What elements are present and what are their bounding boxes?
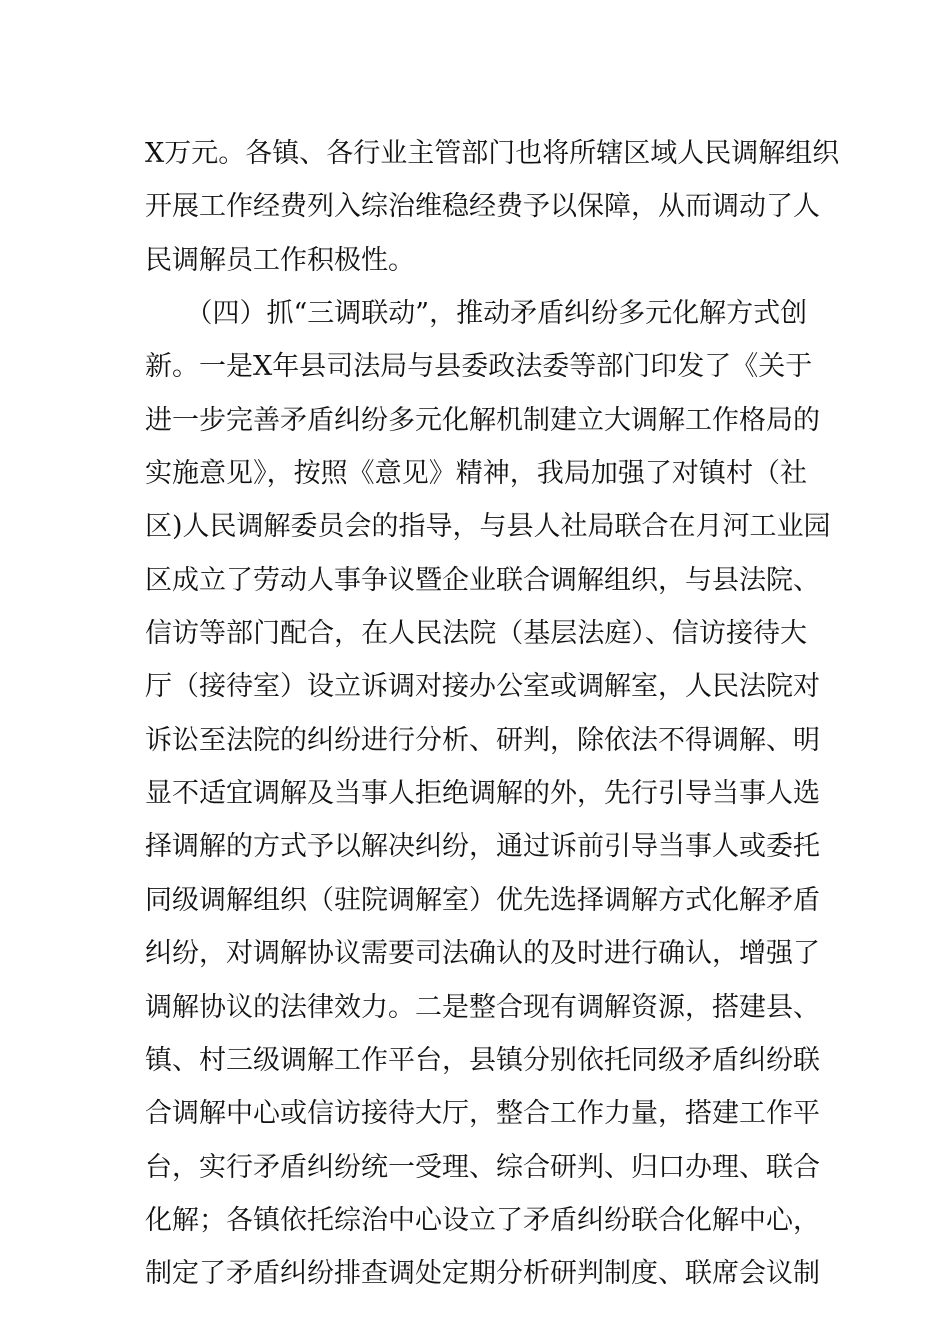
text-line: 区成立了劳动人事争议暨企业联合调解组织，与县法院、 bbox=[145, 564, 820, 596]
text-line: 诉讼至法院的纠纷进行分析、研判，除依法不得调解、明 bbox=[145, 724, 820, 756]
text-line: 厅（接待室）设立诉调对接办公室或调解室，人民法院对 bbox=[145, 671, 820, 703]
text-line: 制定了矛盾纠纷排查调处定期分析研判制度、联席会议制 bbox=[145, 1258, 820, 1290]
body-text bbox=[145, 127, 840, 1301]
text-line: 民调解员工作积极性。 bbox=[145, 244, 415, 276]
section-heading-line: （四）抓“三调联动”，推动矛盾纠纷多元化解方式创 bbox=[145, 298, 808, 330]
text-line: 台，实行矛盾纠纷统一受理、综合研判、归口办理、联合 bbox=[145, 1151, 820, 1183]
text-line: 化解；各镇依托综治中心设立了矛盾纠纷联合化解中心， bbox=[145, 1204, 820, 1236]
text-line: 信访等部门配合，在人民法院（基层法庭）、信访接待大 bbox=[145, 618, 807, 650]
text-line: 纠纷，对调解协议需要司法确认的及时进行确认，增强了 bbox=[145, 938, 820, 970]
text-line: 同级调解组织（驻院调解室）优先选择调解方式化解矛盾 bbox=[145, 884, 820, 916]
text-line: 调解协议的法律效力。二是整合现有调解资源，搭建县、 bbox=[145, 991, 820, 1023]
text-line: 镇、村三级调解工作平台，县镇分别依托同级矛盾纠纷联 bbox=[145, 1044, 820, 1076]
text-line: 显不适宜调解及当事人拒绝调解的外，先行引导当事人选 bbox=[145, 778, 820, 810]
text-line: 开展工作经费列入综治维稳经费予以保障，从而调动了人 bbox=[145, 191, 820, 223]
text-line: 新。一是X年县司法局与县委政法委等部门印发了《关于 bbox=[145, 351, 813, 383]
text-line: 实施意见》，按照《意见》精神，我局加强了对镇村（社 bbox=[145, 458, 807, 490]
text-line: 合调解中心或信访接待大厅，整合工作力量，搭建工作平 bbox=[145, 1098, 820, 1130]
text-line: 区)人民调解委员会的指导，与县人社局联合在月河工业园 bbox=[145, 511, 831, 543]
text-line: 择调解的方式予以解决纠纷，通过诉前引导当事人或委托 bbox=[145, 831, 820, 863]
text-line: X万元。各镇、各行业主管部门也将所辖区域人民调解组织 bbox=[145, 138, 840, 169]
text-line: 进一步完善矛盾纠纷多元化解机制建立大调解工作格局的 bbox=[145, 404, 820, 436]
